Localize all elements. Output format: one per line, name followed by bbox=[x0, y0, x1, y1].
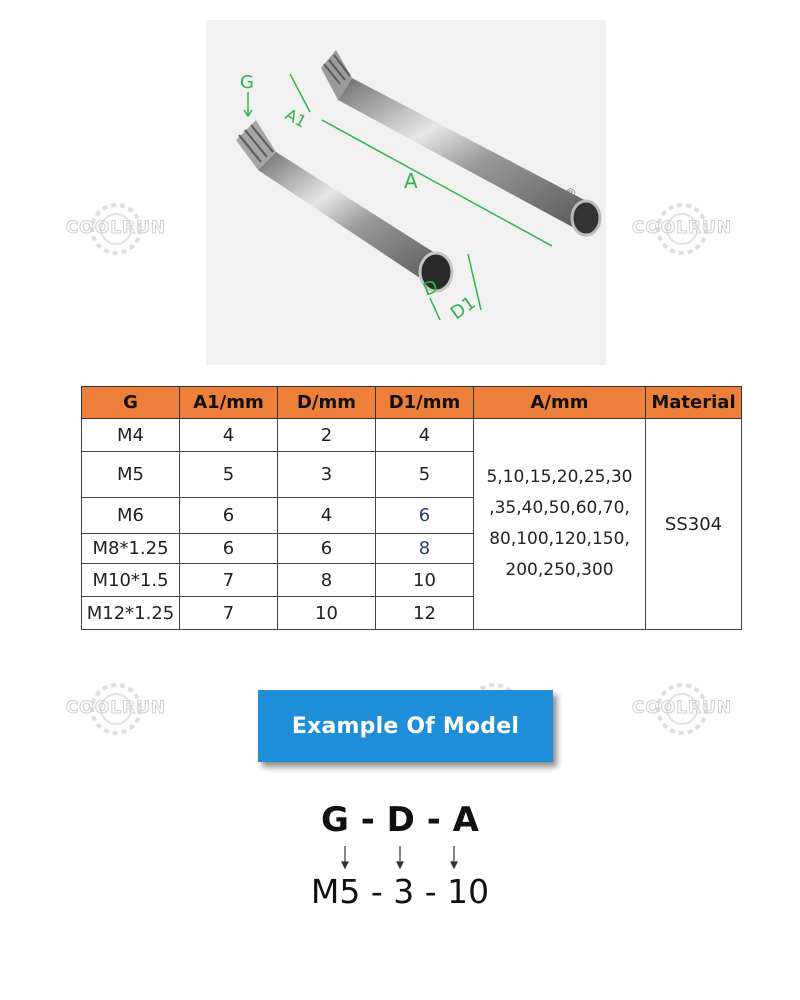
column-header-d1: D1/mm bbox=[376, 387, 474, 419]
cell-g: M6 bbox=[82, 498, 180, 534]
column-header-g: G bbox=[82, 387, 180, 419]
cell-g: M4 bbox=[82, 419, 180, 452]
watermark-text: COOLRUN bbox=[631, 698, 733, 718]
model-formula: G - D - A bbox=[320, 800, 479, 840]
column-header-d: D/mm bbox=[278, 387, 376, 419]
cell-d: 8 bbox=[278, 564, 376, 597]
cell-d1: 10 bbox=[376, 564, 474, 597]
model-example: M5 - 3 - 10 bbox=[310, 872, 490, 911]
dimension-label-g: G bbox=[240, 72, 254, 93]
watermark bbox=[612, 672, 752, 752]
gear-icon bbox=[86, 192, 146, 266]
cell-g: M10*1.5 bbox=[82, 564, 180, 597]
cell-a-values bbox=[474, 419, 646, 630]
cell-a1: 6 bbox=[180, 534, 278, 564]
a-values-line: 200,250,300 bbox=[505, 560, 614, 580]
registered-mark: ® bbox=[564, 187, 577, 202]
dimension-label-a1: A1 bbox=[282, 104, 310, 132]
cell-g: M5 bbox=[82, 452, 180, 498]
cell-a1: 5 bbox=[180, 452, 278, 498]
watermark-text: COOLRUN bbox=[631, 218, 733, 238]
gear-icon bbox=[86, 672, 146, 746]
a-values-line: 80,100,120,150, bbox=[489, 529, 630, 549]
example-banner bbox=[258, 690, 553, 762]
watermark-text: COOLRUN bbox=[65, 698, 167, 718]
dimension-label-d: D bbox=[420, 276, 441, 301]
cell-d1: 4 bbox=[376, 419, 474, 452]
cell-a1: 6 bbox=[180, 498, 278, 534]
cell-material: SS304 bbox=[646, 419, 742, 630]
dimension-label-a: A bbox=[404, 169, 418, 193]
cell-d1: 8 bbox=[376, 534, 474, 564]
gear-icon bbox=[652, 672, 712, 746]
cell-d1: 12 bbox=[376, 597, 474, 630]
table-row bbox=[82, 419, 742, 452]
cell-d1: 6 bbox=[376, 498, 474, 534]
front-standoff bbox=[236, 120, 452, 291]
a-values-line: 5,10,15,20,25,30 bbox=[486, 467, 633, 487]
spec-table bbox=[81, 386, 742, 630]
cell-d: 6 bbox=[278, 534, 376, 564]
cell-d: 4 bbox=[278, 498, 376, 534]
gear-icon bbox=[652, 192, 712, 266]
example-banner-label: Example Of Model bbox=[291, 713, 520, 739]
cell-g: M8*1.25 bbox=[82, 534, 180, 564]
standoff-illustration bbox=[206, 20, 606, 365]
cell-d: 2 bbox=[278, 419, 376, 452]
watermark bbox=[612, 192, 752, 272]
cell-a1: 4 bbox=[180, 419, 278, 452]
cell-a1: 7 bbox=[180, 564, 278, 597]
product-photo bbox=[206, 20, 606, 365]
watermark bbox=[46, 192, 186, 272]
table-header-row bbox=[82, 387, 742, 419]
column-header-a: A/mm bbox=[474, 387, 646, 419]
dimension-label-d1: D1 bbox=[446, 292, 480, 325]
column-header-a1: A1/mm bbox=[180, 387, 278, 419]
watermark-text: COOLRUN bbox=[65, 218, 167, 238]
a-values-line: ,35,40,50,60,70, bbox=[489, 498, 630, 518]
arrow-icons bbox=[0, 842, 800, 872]
cell-g: M12*1.25 bbox=[82, 597, 180, 630]
watermark bbox=[46, 672, 186, 752]
cell-d: 10 bbox=[278, 597, 376, 630]
cell-d: 3 bbox=[278, 452, 376, 498]
cell-d1: 5 bbox=[376, 452, 474, 498]
column-header-material: Material bbox=[646, 387, 742, 419]
cell-a1: 7 bbox=[180, 597, 278, 630]
